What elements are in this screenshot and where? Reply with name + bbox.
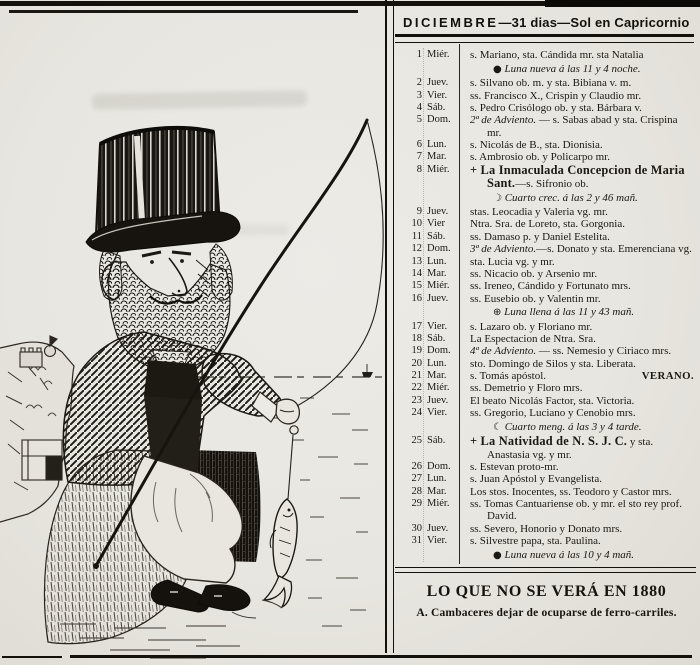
text-segment: 3ª de Adviento. (470, 243, 537, 256)
bottom-rule (70, 655, 692, 658)
weekday: Mar. (427, 370, 447, 382)
day-number: 3 (416, 89, 422, 101)
weekday: Dom. (427, 114, 451, 126)
text-segment: —s. Sifronio ob. (515, 177, 589, 190)
text-segment: s. Juan Apóstol y Evangelista. (470, 473, 602, 486)
day-number: 26 (411, 461, 422, 472)
weekday: Mar. (427, 151, 447, 163)
weekday-empty (422, 63, 461, 76)
weekday: Juev. (427, 77, 449, 89)
hand (276, 399, 299, 434)
weekday: Miér. (427, 49, 450, 60)
moon-phase-row (401, 192, 696, 205)
calendar-row (401, 395, 696, 407)
text-segment: ss. Ireneo, Cándido y Fortunato mrs. (470, 280, 631, 293)
saints-text (461, 268, 696, 280)
saints-text (461, 280, 696, 292)
fish-eye (288, 509, 291, 512)
day-number-empty (401, 192, 422, 205)
text-segment: ss. Tomas Cantuariense ob. y mr. el sto rey prof. David. (470, 498, 682, 523)
month-subtitle: —31 dias—Sol en Capricornio (498, 15, 690, 30)
weekday: Sáb. (427, 333, 446, 345)
moon-phase-label: Luna llena á las 11 y 43 mañ. (501, 306, 635, 319)
text-segment: ss. Damaso p. y Daniel Estelita. (470, 230, 610, 243)
saints-text (461, 461, 696, 473)
moon-phase-icon: ● (493, 549, 502, 561)
day-number: 5 (416, 114, 422, 126)
text-segment: ss. Demetrio y Floro mrs. (470, 382, 583, 395)
day-number: 15 (411, 280, 422, 292)
moon-phase-row (401, 306, 696, 319)
footer-rule (395, 567, 696, 573)
text-segment: Ntra. Sra. de Loreto, sta. Gorgonia. (470, 218, 625, 231)
right-eye (180, 259, 184, 263)
calendar-row (401, 268, 696, 280)
left-eye (150, 260, 154, 264)
text-segment: y sta. Anastasia vg. y mr. (487, 436, 654, 461)
text-segment: sto. Domingo de Silos y sta. Liberata. (470, 357, 636, 370)
calendar-row (401, 231, 696, 243)
weekday: Lun. (427, 357, 447, 369)
weekday: Juev. (427, 522, 449, 534)
moon-phase-row (401, 63, 696, 76)
text-segment: ss. Gregorio, Luciano y Cenobio mrs. (470, 407, 636, 420)
day-number: 4 (416, 101, 422, 113)
saints-text (461, 333, 696, 345)
day-number-empty (401, 306, 422, 319)
fish-tail (264, 576, 292, 607)
day-number-empty (401, 549, 422, 562)
calendar-row (401, 164, 696, 191)
weekday: Lun. (427, 473, 447, 485)
text-segment: s. Nicolás de B., sta. Dionisia. (470, 138, 603, 151)
saints-text (461, 102, 696, 114)
boat-icon (362, 372, 373, 377)
text-segment: s. Mariano, sta. Cándida mr. sta Natalia (470, 49, 644, 61)
saints-text (461, 435, 696, 461)
calendar-row (401, 49, 696, 61)
calendar-row (401, 321, 696, 333)
moon-phase-label: Cuarto meng. á las 3 y 4 tarde. (501, 420, 642, 433)
calendar-row (401, 280, 696, 292)
text-segment: 2ª de Adviento. (470, 114, 537, 127)
weekday: Vier (427, 218, 446, 230)
saints-text (461, 77, 696, 89)
text-segment: s. Silvestre papa, sta. Paulina. (470, 535, 601, 548)
day-number: 24 (411, 407, 422, 419)
saints-text (461, 535, 696, 547)
day-number: 23 (411, 394, 422, 406)
saints-text (461, 498, 696, 523)
weekday: Dom. (427, 345, 451, 357)
calendar-row (401, 345, 696, 357)
text-segment: sta. Lucia vg. y mr. (470, 255, 555, 268)
weekday: Dom. (427, 461, 451, 472)
saints-text (461, 395, 696, 407)
calendar-row (401, 102, 696, 114)
day-number: 18 (411, 333, 422, 345)
calendar-row (401, 243, 696, 255)
moon-phase-line (461, 306, 696, 319)
calendar-column (393, 0, 700, 665)
weekday: Mar. (427, 267, 447, 279)
calendar-row (401, 293, 696, 305)
text-segment: s. Lazaro ob. y Floriano mr. (470, 320, 593, 333)
calendar-row (401, 206, 696, 218)
saints-text (461, 243, 696, 255)
calendar-row (401, 333, 696, 345)
weekday: Lun. (427, 255, 447, 267)
calendar-row (401, 256, 696, 268)
weekday: Juev. (427, 206, 449, 218)
day-number: 2 (416, 77, 422, 89)
text-segment: El beato Nicolás Factor, sta. Victoria. (470, 394, 635, 407)
day-number-empty (401, 63, 422, 76)
calendar-row (401, 358, 696, 370)
calendar-row (401, 218, 696, 230)
text-segment: s. Estevan proto-mr. (470, 461, 559, 473)
weekday: Miér. (427, 498, 450, 510)
day-number: 7 (416, 151, 422, 163)
moon-phase-line (461, 421, 696, 434)
text-segment: La Espectacion de Ntra. Sra. (470, 333, 596, 346)
weekday: Miér. (427, 163, 450, 175)
calendar-row (401, 486, 696, 498)
calendar-row (401, 473, 696, 485)
moon-phase-icon: ☽ (493, 192, 502, 204)
day-number: 19 (411, 345, 422, 357)
text-segment: 4ª de Adviento. (470, 345, 537, 358)
weekday: Miér. (427, 280, 450, 292)
calendar-row (401, 407, 696, 419)
calendar-row (401, 370, 696, 382)
moon-phase-icon: ⊕ (493, 307, 502, 319)
day-number: 29 (411, 498, 422, 510)
fish (264, 499, 297, 607)
saints-text (461, 486, 696, 498)
day-number: 12 (411, 243, 422, 255)
day-number: 14 (411, 267, 422, 279)
saints-text (461, 382, 696, 394)
saints-text (461, 321, 696, 333)
calendar-row (401, 77, 696, 89)
calendar-row (401, 523, 696, 535)
day-number: 21 (411, 370, 422, 382)
weekday-column-rule (459, 44, 460, 564)
text-segment: + La Natividad de N. S. J. C. (470, 434, 628, 449)
moon-phase-label: Luna nueva á las 10 y 4 mañ. (501, 548, 635, 561)
text-segment: — s. Sabas abad y sta. Crispina mr. (487, 114, 678, 139)
day-number: 13 (411, 255, 422, 267)
moon-phase-row (401, 549, 696, 562)
weekday: Juev. (427, 394, 449, 406)
text-segment: s. Pedro Crisólogo ob. y sta. Bárbara v. (470, 101, 642, 114)
calendar-row (401, 382, 696, 394)
calendar-row (401, 114, 696, 139)
day-number: 28 (411, 485, 422, 497)
moon-phase-icon: ☾ (493, 421, 502, 433)
text-segment: ss. Eusebio ob. y Valentin mr. (470, 292, 601, 305)
weekday: Miér. (427, 382, 450, 394)
calendar-rows (393, 48, 700, 562)
nose (169, 258, 187, 296)
text-segment: s. Silvano ob. m. y sta. Bibiana v. m. (470, 77, 632, 90)
weekday: Dom. (427, 243, 451, 255)
day-number: 10 (411, 218, 422, 230)
text-segment: — ss. Nemesio y Ciriaco mrs. (536, 345, 672, 358)
saints-text (461, 523, 696, 535)
calendar-header (393, 0, 700, 30)
weekday: Sáb. (427, 435, 446, 447)
bottom-rule-left-segment (2, 656, 62, 658)
weekday: Vier. (427, 320, 448, 332)
day-number: 27 (411, 473, 422, 485)
moon-phase-line (461, 63, 696, 76)
weekday-empty (422, 549, 461, 562)
text-segment: Los stos. Inocentes, ss. Teodoro y Castor mrs. (470, 485, 672, 498)
text-segment: ss. Francisco X., Crispin y Claudio mr. (470, 89, 642, 102)
moon-phase-label: Luna nueva á las 11 y 4 noche. (501, 62, 641, 75)
footer-heading: LO QUE NO SE VERÁ EN 1880 (426, 583, 667, 601)
line-float (290, 426, 298, 434)
calendar-row (401, 435, 696, 461)
saints-text (461, 206, 696, 218)
weekday: Vier. (427, 89, 448, 101)
saints-text (461, 345, 696, 357)
saints-text (461, 407, 696, 419)
calendar-row (401, 461, 696, 473)
saints-text (461, 90, 696, 102)
weekday: Lun. (427, 138, 447, 150)
calendar-row (401, 498, 696, 523)
text-segment: s. Ambrosio ob. y Policarpo mr. (470, 151, 610, 164)
weekday: Mar. (427, 485, 447, 497)
day-number-empty (401, 421, 422, 434)
text-segment: + La Inmaculada Concepcion de Maria Sant. (470, 162, 685, 190)
weekday-empty (422, 421, 461, 434)
saints-text (461, 231, 696, 243)
saints-text (461, 473, 696, 485)
weekday-empty (422, 306, 461, 319)
weekday: Sáb. (427, 230, 446, 242)
day-number: 11 (411, 230, 422, 242)
day-number: 25 (411, 435, 422, 447)
saints-text (461, 370, 696, 382)
saints-text (461, 114, 696, 139)
day-number: 22 (411, 382, 422, 394)
footer-line: A. Cambaceres dejar de ocuparse de ferro-carriles. (416, 607, 677, 620)
calendar-row (401, 535, 696, 547)
day-number: 30 (411, 522, 422, 534)
text-segment: ss. Nicacio ob. y Arsenio mr. (470, 267, 598, 280)
weekday-empty (422, 192, 461, 205)
saints-text (461, 49, 696, 61)
calendar-row (401, 139, 696, 151)
day-number: 9 (416, 206, 422, 218)
weekday: Vier. (427, 535, 448, 547)
weekday: Sáb. (427, 101, 446, 113)
moon-phase-line (461, 549, 696, 562)
moon-phase-icon: ● (493, 63, 502, 75)
saints-text (461, 164, 696, 191)
day-number: 20 (411, 357, 422, 369)
text-segment: VERANO. (641, 370, 694, 383)
moon-phase-line (461, 192, 696, 205)
saints-text (461, 139, 696, 151)
day-number: 16 (411, 292, 422, 304)
saints-text (461, 256, 696, 268)
weekday: Juev. (427, 292, 449, 304)
day-number: 31 (411, 535, 422, 547)
text-segment: stas. Leocadia y Valeria vg. mr. (470, 206, 608, 219)
saints-text (461, 293, 696, 305)
text-segment: ss. Severo, Honorio y Donato mrs. (470, 522, 623, 535)
weekday: Vier. (427, 407, 448, 419)
day-number: 1 (416, 49, 422, 60)
fisherman-illustration (0, 12, 386, 662)
number-column-rule (423, 48, 424, 562)
header-rule (395, 34, 694, 43)
eyebrows (142, 252, 191, 256)
head (86, 128, 240, 372)
day-number: 17 (411, 320, 422, 332)
calendar-row (401, 90, 696, 102)
saints-text (461, 358, 696, 370)
text-segment: —s. Donato y sta. Emerenciana vg. (536, 243, 692, 256)
month-name: DICIEMBRE (403, 15, 499, 30)
day-number: 6 (416, 138, 422, 150)
moon-phase-label: Cuarto crec. á las 2 y 46 mañ. (501, 191, 638, 204)
day-number: 8 (416, 163, 422, 175)
saints-text (461, 218, 696, 230)
moon-phase-row (401, 421, 696, 434)
text-segment: s. Tomás apóstol. (470, 370, 547, 383)
